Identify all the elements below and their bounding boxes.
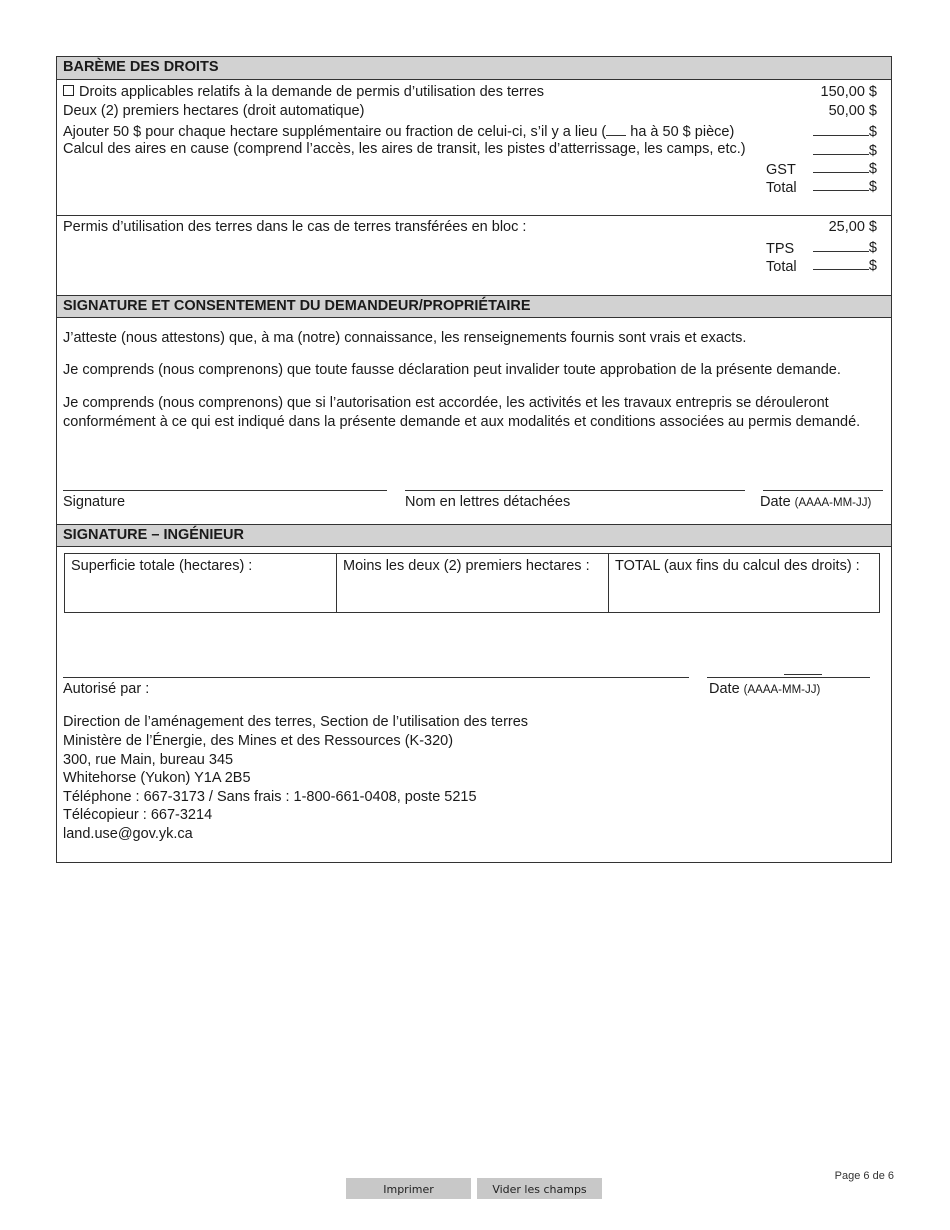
contact-ministry: Ministère de l’Énergie, des Mines et des Ressources (K-320) [63,733,454,749]
gst-currency: $ [868,161,877,177]
authorization-statement-line1: Je comprends (nous comprenons) que si l’autorisation est accordée, les activités et les travaux entrepris se dérouleront [63,395,829,411]
authorized-by-label: Autorisé par : [63,681,150,697]
contact-address: 300, rue Main, bureau 345 [63,752,234,768]
total-currency: $ [868,179,877,195]
divider [57,215,891,216]
signature-label: Signature [63,494,126,510]
applicant-header: SIGNATURE ET CONSENTEMENT DU DEMANDEUR/PROPRIÉTAIRE [57,295,891,318]
tps-currency: $ [868,240,877,256]
fee-row-application [63,83,544,101]
authorized-by-line[interactable] [63,677,689,678]
applicant-date-label [760,493,871,512]
contact-fax: Télécopieur : 667-3214 [63,807,213,823]
false-declaration-statement: Je comprends (nous comprenons) que toute fausse déclaration peut invalider toute approbation de la présente demande. [63,362,841,378]
engineer-date-label [709,680,820,699]
area-calculation-label: Calcul des aires en cause (comprend l’accès, les aires de transit, les pistes d’atterrissage, les camps, etc.) [63,141,746,157]
area-calculation-currency: $ [868,143,877,159]
additional-hectares-label: Ajouter 50 $ pour chaque hectare supplémentaire ou fraction de celui-ci, s’il y a lieu ( [63,124,607,140]
total-amount [813,176,877,196]
authorization-statement-line2: conformément à ce qui est indiqué dans la présente demande et aux modalités et conditions associées au permis demandé. [63,414,861,430]
block-total-amount [813,255,877,275]
applicant-date-text: Date [760,494,791,510]
contact-department: Direction de l’aménagement des terres, Section de l’utilisation des terres [63,714,529,730]
gst-amount [813,158,877,178]
additional-hectares-currency: $ [868,124,877,140]
applicant-date-line[interactable] [763,490,883,491]
contact-city: Whitehorse (Yukon) Y1A 2B5 [63,770,251,786]
engineer-header: SIGNATURE – INGÉNIEUR [57,524,891,547]
contact-email: land.use@gov.yk.ca [63,826,193,842]
total-field[interactable] [813,176,869,191]
tps-label: TPS [766,241,795,257]
additional-hectares-row [63,121,734,141]
tps-amount [813,237,877,257]
additional-hectares-amount [813,121,877,141]
engineer-date-text: Date [709,681,740,697]
engineer-date-mark [784,674,822,675]
attestation-statement: J’atteste (nous attestons) que, à ma (notre) connaissance, les renseignements fournis sont vrais et exacts. [63,330,747,346]
fee-total-label: TOTAL (aux fins du calcul des droits) : [615,558,860,574]
minus-first-hectares-label: Moins les deux (2) premiers hectares : [343,558,590,574]
block-transfer-amount: 25,00 $ [828,219,877,235]
engineer-date-line[interactable] [707,677,870,678]
fee-schedule-form [56,56,892,863]
application-fee-amount: 150,00 $ [820,84,877,100]
tps-field[interactable] [813,237,869,252]
block-total-label: Total [766,259,797,275]
first-hectares-label: Deux (2) premiers hectares (droit automatique) [63,103,365,119]
block-total-field[interactable] [813,255,869,270]
total-area-cell[interactable] [64,553,337,613]
first-hectares-amount: 50,00 $ [828,103,877,119]
additional-hectares-field[interactable] [813,121,869,136]
total-area-label: Superficie totale (hectares) : [71,558,253,574]
application-fee-label: Droits applicables relatifs à la demande de permis d’utilisation des terres [79,84,545,100]
total-label: Total [766,180,797,196]
fee-total-cell[interactable] [608,553,880,613]
page-number: Page 6 de 6 [834,1170,894,1182]
additional-hectares-suffix: ha à 50 $ pièce) [626,124,735,140]
gst-label: GST [766,162,796,178]
print-button[interactable]: Imprimer [346,1178,471,1199]
signature-line[interactable] [63,490,387,491]
block-total-currency: $ [868,258,877,274]
fee-schedule-header: BARÈME DES DROITS [57,57,891,80]
clear-fields-button[interactable]: Vider les champs [477,1178,602,1199]
gst-field[interactable] [813,158,869,173]
engineer-date-format: (AAAA-MM-JJ) [743,684,821,696]
contact-phone: Téléphone : 667-3173 / Sans frais : 1-800-661-0408, poste 5215 [63,789,477,805]
applicant-date-format: (AAAA-MM-JJ) [794,497,872,509]
printed-name-label: Nom en lettres détachées [405,494,571,510]
printed-name-line[interactable] [405,490,745,491]
block-transfer-label: Permis d’utilisation des terres dans le cas de terres transférées en bloc : [63,219,527,235]
application-fee-checkbox[interactable] [63,85,74,96]
area-calculation-amount [813,140,877,160]
area-calculation-field[interactable] [813,140,869,155]
hectares-count-field[interactable] [606,121,626,136]
minus-first-hectares-cell[interactable] [336,553,609,613]
